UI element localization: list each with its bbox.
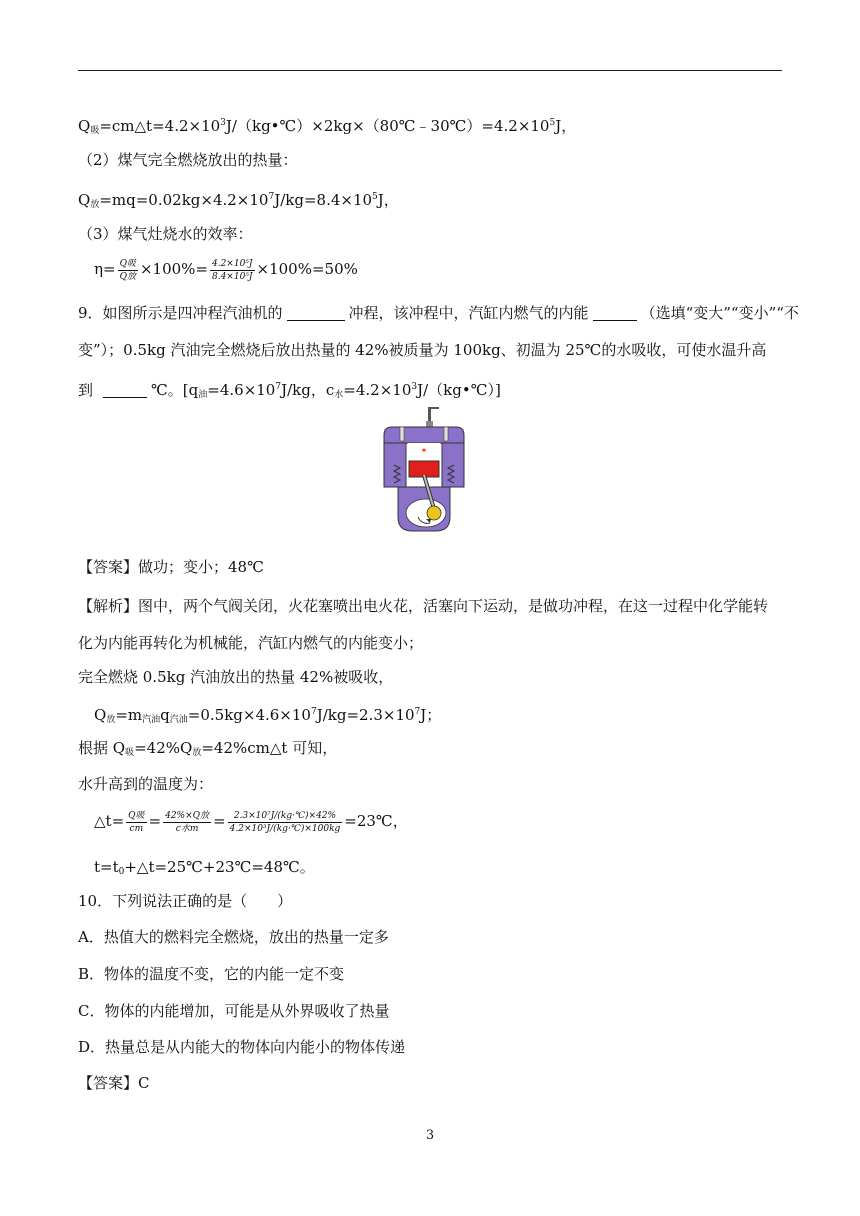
question-9-line2: 变”）；0.5kg 汽油完全燃烧后放出热量的 42%被质量为 100kg、初温为 25℃的水吸收，可使水温升高 xyxy=(78,341,767,359)
flywheel xyxy=(427,506,441,520)
option-d: D．热量总是从内能大的物体向内能小的物体传递 xyxy=(78,1038,406,1056)
option-c: C．物体的内能增加，可能是从外界吸收了热量 xyxy=(78,1002,390,1020)
explanation-line5: 根据 $Q_吸=42\%Q_放=42\%cm\triangle t$ 可知， xyxy=(78,739,338,758)
question-9-line3: 到 ℃。[$q_油=4.6\times 10^7J/kg$，$c_水=4.2\times 10^3J/(kg•℃)$] xyxy=(78,381,501,400)
spark-plug-icon xyxy=(428,407,431,423)
spark-icon: ✶ xyxy=(420,446,428,455)
question-10: 10．下列说法正确的是（ ） xyxy=(78,892,293,910)
piston xyxy=(409,461,439,477)
efficiency-formula: η= $\frac{\text{Q吸}}{\text{Q放}}$ ×100%= $\frac{\text{4.2×10⁵J}}{\text{8.4×10⁵J}}$ ×100%=50% xyxy=(94,258,358,282)
explanation-line1: 【解析】图中，两个气阀关闭，火花塞喷出电火花，活塞向下运动，是做功冲程，在这一过程中化学能转 xyxy=(78,597,769,615)
page-number: 3 xyxy=(425,1128,435,1143)
temperature-rise-formula: △t= $\frac{\text{Q吸}}{cm}$ = $\frac{\text{42\%×Q放}}{\text{c水m}}$ = $\frac{\text{2.3×10⁷J/(kg·℃)×42\%}}{\text{4.2×10³J/(kg·℃)×100kg}}$ =23℃， xyxy=(94,810,408,834)
intake-valve xyxy=(400,427,404,441)
explanation-line2: 化为内能再转化为机械能，汽缸内燃气的内能变小； xyxy=(78,634,424,652)
final-temperature: $t=t_0+\triangle t=25℃+23℃=48℃$。 xyxy=(94,858,315,877)
step2-label: （2）煤气完全燃烧放出的热量： xyxy=(78,151,298,169)
engine-illustration xyxy=(378,405,470,537)
question-9-line1: 9．如图所示是四冲程汽油机的 冲程，该冲程中，汽缸内燃气的内能 （选填“变大”“变小”“不 xyxy=(78,304,799,322)
option-b: B．物体的温度不变，它的内能一定不变 xyxy=(78,965,345,983)
calc-heat-absorbed: $Q_吸=cm\triangle t=4.2\times 10^3J/(kg•℃)\times 2kg\times(80℃﹣30℃)=4.2\times 10^5J$， xyxy=(78,117,577,136)
step3-label: （3）煤气灶烧水的效率： xyxy=(78,225,253,243)
cylinder-head xyxy=(384,427,464,443)
explanation-line6: 水升高到的温度为： xyxy=(78,775,214,793)
calc-heat-released: $Q_放=mq=0.02kg\times 4.2\times 10^7J/kg=8.4\times 10^5J$， xyxy=(78,191,399,210)
explanation-line3: 完全燃烧 0.5kg 汽油放出的热量 42%被吸收， xyxy=(78,668,394,686)
exhaust-valve xyxy=(444,427,448,441)
answer-10: 【答案】C xyxy=(78,1074,150,1092)
answer-9: 【答案】做功；变小；48℃ xyxy=(78,558,264,576)
option-a: A．热值大的燃料完全燃烧，放出的热量一定多 xyxy=(78,928,389,946)
calc-gasoline-heat: $Q_放=m_{汽油}q_{汽油}=0.5kg\times 4.6\times 10^7J/kg=2.3\times 10^7J$； xyxy=(94,706,442,725)
header-rule xyxy=(78,70,782,71)
